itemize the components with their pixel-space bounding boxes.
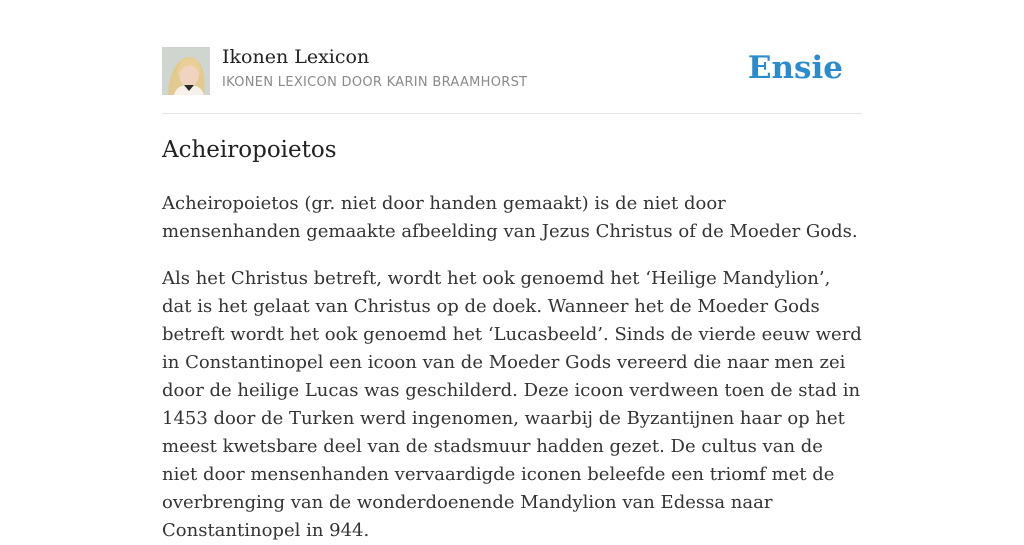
author-avatar[interactable] bbox=[162, 47, 210, 95]
article-paragraph-2: Als het Christus betreft, wordt het ook genoemd het ‘Heilige Mandylion’, dat is het gelaat van Christus op de doek. Wanneer het de Moeder Gods betreft wordt het ook genoemd het ‘Lucasbeeld’. Sinds de vierde eeuw werd in Constantinopel een icoon van de Moeder Gods vereerd die naar men zei door de heilige Lucas was geschilderd. Deze icoon verdween toen de stad in 1453 door de Turken werd ingenomen, waarbij de Byzantijnen haar op het meest kwetsbare deel van de stadsmuur hadden gezet. De cultus van de niet door mensenhanden vervaardigde iconen beleefde een triomf met de overbrenging van de wonderdoenende Mandylion van Edessa naar Constantinopel in 944. bbox=[162, 268, 862, 541]
lexicon-header bbox=[162, 0, 862, 114]
content-container bbox=[162, 0, 862, 541]
ensie-logo-link[interactable]: Ensie bbox=[747, 50, 843, 86]
avatar-portrait-icon bbox=[162, 47, 210, 95]
lexicon-title-link[interactable]: Ikonen Lexicon bbox=[222, 46, 370, 68]
article-title: Acheiropoietos bbox=[162, 137, 337, 163]
lexicon-subtitle: IKONEN LEXICON DOOR KARIN BRAAMHORST bbox=[222, 75, 528, 90]
article-paragraph-1: Acheiropoietos (gr. niet door handen gemaakt) is de niet door mensenhanden gemaakte afbeelding van Jezus Christus of de Moeder Gods. bbox=[162, 193, 858, 242]
